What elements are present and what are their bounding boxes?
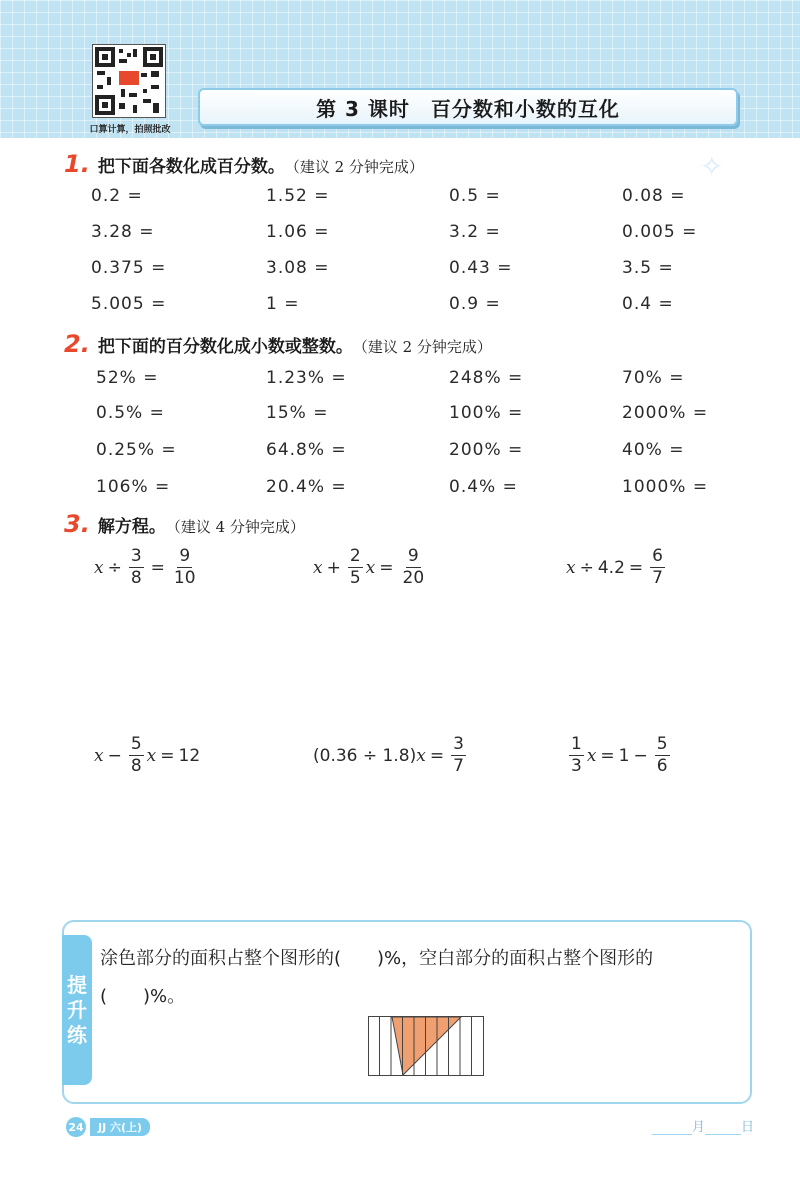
exercise-item: 2000% = <box>622 403 709 423</box>
fraction: $\frac{3}{8}$ <box>130 546 142 588</box>
exercise-item: 40% = <box>622 440 685 460</box>
exercise-item: 3.5 = <box>622 258 674 278</box>
section-2-note: （建议 2 分钟完成） <box>352 338 492 356</box>
fraction: $\frac{3}{7}$ <box>453 734 464 776</box>
exercise-item: 0.375 = <box>91 258 167 278</box>
fraction: $\frac{2}{5}$ <box>349 546 361 588</box>
equation-1: x ÷ $\frac{3}{8}$ = $\frac{9}{10}$ <box>94 546 196 588</box>
qr-caption: 口算计算，拍照批改 <box>89 125 171 135</box>
practice-tab: 提 升 练 <box>62 935 92 1085</box>
exercise-item: 52% = <box>96 368 159 388</box>
exercise-item: 3.28 = <box>91 222 155 242</box>
exercise-item: 1.52 = <box>266 186 330 206</box>
qr-code[interactable] <box>92 44 166 118</box>
exercise-item: 0.25% = <box>96 440 177 460</box>
equation-4: x − $\frac{5}{8}$ x = 12 <box>94 734 201 776</box>
section-1-title: 把下面各数化成百分数。 <box>97 157 285 177</box>
exercise-item: 0.43 = <box>449 258 513 278</box>
exercise-item: 1000% = <box>622 477 709 497</box>
fraction: $\frac{9}{20}$ <box>402 546 425 588</box>
equation-3: x ÷ 4.2 = $\frac{6}{7}$ <box>566 546 663 588</box>
section-3-title: 解方程。 <box>97 517 166 537</box>
practice-line-2: ( )%。 <box>100 986 186 1007</box>
equation-6: $\frac{1}{3}$ x = 1 − $\frac{5}{6}$ <box>571 734 668 776</box>
fraction: $\frac{6}{7}$ <box>652 546 663 588</box>
exercise-item: 20.4% = <box>266 477 347 497</box>
page-number: 24 <box>66 1117 86 1137</box>
exercise-item: 0.4 = <box>622 294 674 314</box>
exercise-item: 248% = <box>449 368 524 388</box>
grade-tag: JJ 六(上) <box>90 1118 150 1136</box>
exercise-item: 15% = <box>266 403 329 423</box>
page-footer <box>66 1118 150 1136</box>
practice-line-1: 涂色部分的面积占整个图形的( )%，空白部分的面积占整个图形的 <box>100 948 654 969</box>
exercise-item: 70% = <box>622 368 685 388</box>
section-1-number: 1. <box>64 150 90 178</box>
exercise-item: 1 = <box>266 294 300 314</box>
exercise-item: 0.08 = <box>622 186 686 206</box>
practice-question <box>100 940 740 1016</box>
exercise-item: 106% = <box>96 477 171 497</box>
day-label: 日 <box>740 1120 754 1135</box>
section-3-heading <box>64 510 305 538</box>
exercise-item: 200% = <box>449 440 524 460</box>
exercise-item: 0.5 = <box>449 186 501 206</box>
fraction: $\frac{1}{3}$ <box>571 734 582 776</box>
section-1-heading <box>64 150 424 178</box>
month-label: 月 <box>691 1120 705 1135</box>
exercise-item: 100% = <box>449 403 524 423</box>
exercise-item: 1.23% = <box>266 368 347 388</box>
exercise-item: 64.8% = <box>266 440 347 460</box>
exercise-item: 1.06 = <box>266 222 330 242</box>
exercise-item: 0.9 = <box>449 294 501 314</box>
section-2-heading <box>64 330 492 358</box>
month-blank[interactable] <box>652 1134 692 1135</box>
lesson-title-bar <box>198 88 738 126</box>
section-3-number: 3. <box>64 510 90 538</box>
lesson-title: 第 3 课时 百分数和小数的互化 <box>316 96 620 121</box>
shaded-area-figure <box>368 1016 488 1076</box>
exercise-item: 5.005 = <box>91 294 167 314</box>
fraction: $\frac{5}{6}$ <box>656 734 668 776</box>
fraction: $\frac{9}{10}$ <box>173 546 196 588</box>
exercise-item: 0.4% = <box>449 477 518 497</box>
exercise-item: 0.5% = <box>96 403 165 423</box>
date-field[interactable] <box>652 1116 754 1135</box>
section-3-note: （建议 4 分钟完成） <box>165 518 305 536</box>
section-2-number: 2. <box>64 330 90 358</box>
exercise-item: 0.2 = <box>91 186 143 206</box>
fraction: $\frac{5}{8}$ <box>130 734 142 776</box>
exercise-item: 0.005 = <box>622 222 698 242</box>
decor-glyph: ✧ <box>700 150 724 183</box>
day-blank[interactable] <box>705 1134 741 1135</box>
exercise-item: 3.08 = <box>266 258 330 278</box>
section-2-title: 把下面的百分数化成小数或整数。 <box>97 337 353 357</box>
equation-2: x + $\frac{2}{5}$ x = $\frac{9}{20}$ <box>313 546 425 588</box>
section-1-note: （建议 2 分钟完成） <box>284 158 424 176</box>
exercise-item: 3.2 = <box>449 222 501 242</box>
equation-5: (0.36 ÷ 1.8) x = $\frac{3}{7}$ <box>313 734 464 776</box>
